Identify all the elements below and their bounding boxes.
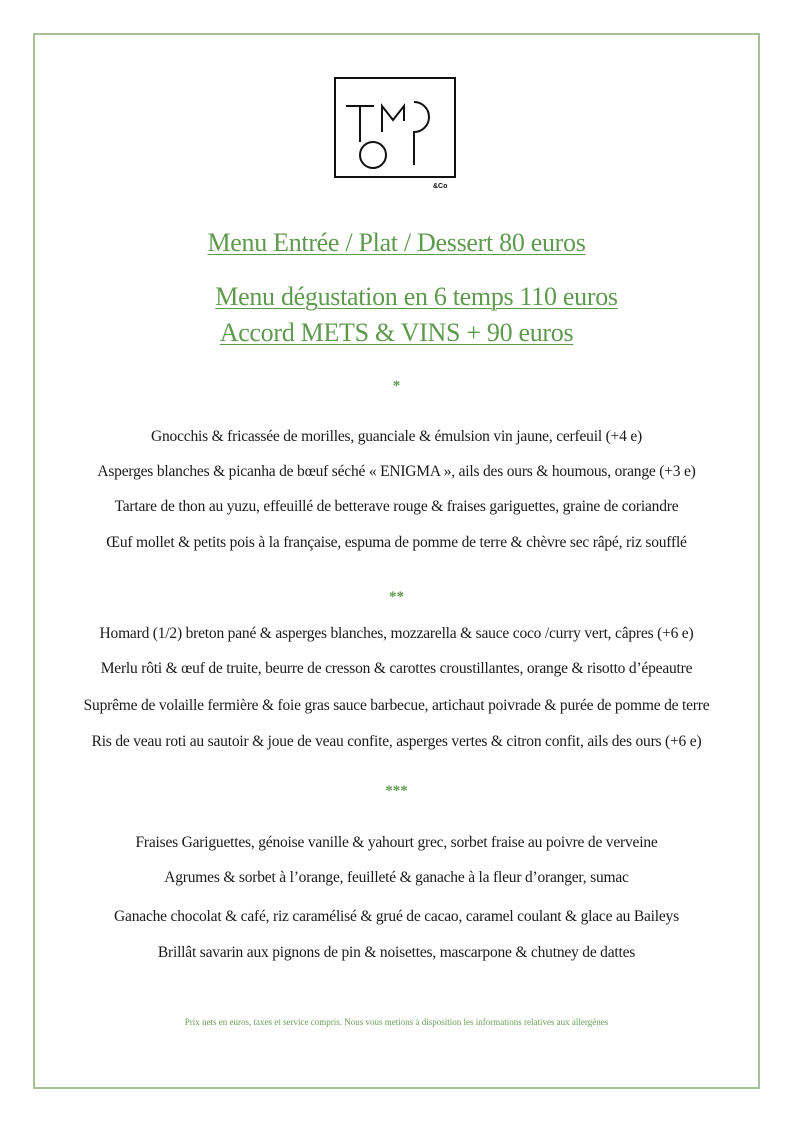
menu-item: Agrumes & sorbet à l’orange, feuilleté & ganache à la fleur d’oranger, sumac [164, 869, 629, 886]
menu-heading-three-course: Menu Entrée / Plat / Dessert 80 euros [207, 228, 586, 257]
restaurant-logo [334, 77, 456, 190]
menu-item: Merlu rôti & œuf de truite, beurre de cresson & carottes croustillantes, orange & risotto d’épeautre [100, 660, 693, 677]
menu-item: Asperges blanches & picanha de bœuf séché « ENIGMA », ails des ours & houmous, orange (+3 e) [97, 463, 696, 480]
section-separator-2: ** [389, 589, 404, 605]
menu-item: Gnocchis & fricassée de morilles, guanciale & émulsion vin jaune, cerfeuil (+4 e) [151, 428, 642, 445]
menu-item: Œuf mollet & petits pois à la française, espuma de pomme de terre & chèvre sec râpé, riz soufflé [106, 534, 687, 551]
menu-item: Brillât savarin aux pignons de pin & noisettes, mascarpone & chutney de dattes [157, 944, 636, 961]
section-separator-3: *** [385, 783, 408, 799]
menu-heading-wine-pairing: Accord METS & VINS + 90 euros [219, 318, 574, 347]
footer-note: Prix nets en euros, taxes et service compris. Nous vous metions à disposition les informations relatives aux allergènes [184, 1017, 609, 1027]
menu-heading-tasting: Menu dégustation en 6 temps 110 euros [215, 282, 618, 311]
menu-item: Suprême de volaille fermière & foie gras sauce barbecue, artichaut poivrade & purée de pomme de terre [83, 697, 710, 714]
menu-item: Fraises Gariguettes, génoise vanille & yahourt grec, sorbet fraise au poivre de verveine [135, 834, 658, 851]
menu-item: Homard (1/2) breton pané & asperges blanches, mozzarella & sauce coco /curry vert, câpres (+6 e) [99, 625, 694, 642]
menu-item: Ris de veau roti au sautoir & joue de veau confite, asperges vertes & citron confit, ails des ours (+6 e) [91, 733, 702, 750]
section-separator-1: * [392, 378, 401, 394]
menu-item: Tartare de thon au yuzu, effeuillé de betterave rouge & fraises gariguettes, graine de coriandre [114, 498, 679, 515]
logo-suffix: &Co [433, 183, 448, 190]
menu-item: Ganache chocolat & café, riz caramélisé & grué de cacao, caramel coulant & glace au Baileys [114, 908, 679, 925]
page-border [33, 33, 760, 1089]
